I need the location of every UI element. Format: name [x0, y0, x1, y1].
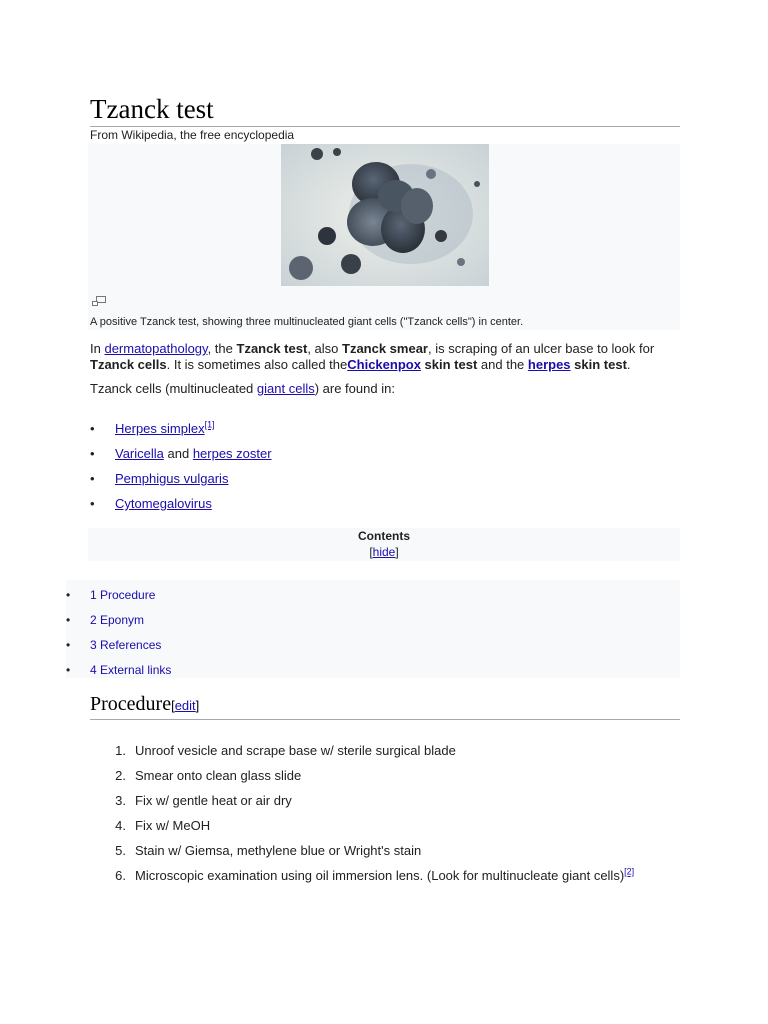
- page-title: Tzanck test: [90, 92, 680, 127]
- image-caption: A positive Tzanck test, showing three multinucleated giant cells ("Tzanck cells") in center.: [90, 316, 524, 328]
- toc-toggle: [hide]: [369, 545, 399, 559]
- list-item: • Varicella and herpes zoster: [90, 445, 650, 470]
- toc-item: [66, 605, 680, 630]
- list-item: 2. Smear onto clean glass slide: [115, 768, 302, 783]
- toc-item: [66, 580, 680, 605]
- link-dermatopathology[interactable]: dermatopathology: [104, 341, 208, 356]
- link-herpes-simplex[interactable]: Herpes simplex: [115, 421, 205, 436]
- edit-link[interactable]: edit: [174, 698, 196, 713]
- link-herpes[interactable]: herpes: [527, 357, 571, 372]
- list-item: 3. Fix w/ gentle heat or air dry: [115, 793, 292, 808]
- list-item: 6. Microscopic examination using oil immersion lens. (Look for multinucleate giant cells)[2]: [115, 866, 635, 883]
- list-item: [90, 420, 650, 445]
- list-item: [90, 470, 650, 495]
- section-heading-procedure: Procedure[edit]: [90, 692, 680, 720]
- intro-paragraph: In dermatopathology, the Tzanck test, also Tzanck smear, is scraping of an ulcer base to look for Tzanck cells. It is sometimes also called theChickenpox skin test and the herpes skin test.: [90, 341, 655, 372]
- toc-hide-link[interactable]: hide: [372, 545, 396, 559]
- toc-list: [66, 580, 680, 678]
- reference-link[interactable]: [1]: [204, 419, 215, 430]
- link-cytomegalovirus[interactable]: Cytomegalovirus: [115, 496, 212, 511]
- toc-item: [66, 630, 680, 655]
- magnify-icon[interactable]: [92, 296, 106, 306]
- section-edit: [edit]: [171, 698, 200, 713]
- toc-link-eponym[interactable]: 2 Eponym: [90, 613, 145, 627]
- link-giant-cells[interactable]: giant cells: [256, 381, 315, 396]
- infobox-image[interactable]: [281, 144, 489, 286]
- infobox: [88, 144, 680, 330]
- toc-item: [66, 655, 680, 680]
- found-in-list: [90, 420, 650, 520]
- microscopy-image: [281, 144, 489, 286]
- toc-link-references[interactable]: 3 References: [90, 638, 162, 652]
- link-chickenpox[interactable]: Chickenpox: [347, 357, 421, 372]
- link-herpes-zoster[interactable]: herpes zoster: [192, 446, 272, 461]
- list-item: 5. Stain w/ Giemsa, methylene blue or Wright's stain: [115, 843, 422, 858]
- toc-title: Contents: [358, 529, 410, 543]
- tagline: From Wikipedia, the free encyclopedia: [90, 128, 295, 142]
- found-in-paragraph: Tzanck cells (multinucleated giant cells) are found in:: [90, 381, 395, 396]
- toc-link-procedure[interactable]: 1 Procedure: [90, 588, 156, 602]
- toc-header: [88, 528, 680, 561]
- reference-link[interactable]: [2]: [624, 866, 635, 877]
- link-pemphigus-vulgaris[interactable]: Pemphigus vulgaris: [115, 471, 229, 486]
- link-varicella[interactable]: Varicella: [115, 446, 164, 461]
- list-item: [90, 495, 650, 520]
- list-item: 4. Fix w/ MeOH: [115, 818, 211, 833]
- toc-link-external-links[interactable]: 4 External links: [90, 663, 172, 677]
- list-item: 1. Unroof vesicle and scrape base w/ sterile surgical blade: [115, 743, 456, 758]
- procedure-steps: [90, 742, 680, 892]
